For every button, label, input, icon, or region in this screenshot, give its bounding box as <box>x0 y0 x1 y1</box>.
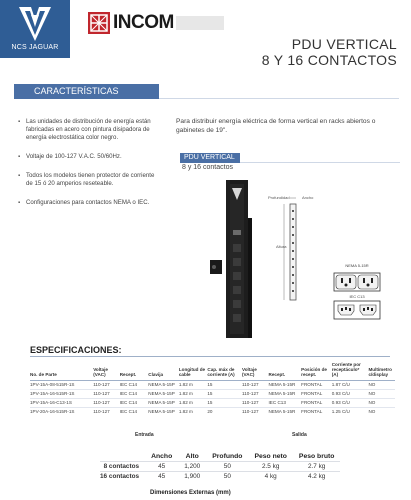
brand-left-name: NCS JAGUAR <box>11 44 59 51</box>
table-row <box>100 472 340 482</box>
cell-cable-length: 1.82 m <box>179 407 208 416</box>
cell-current-per-receptacle: 1.87 C/U <box>332 380 369 389</box>
dims-cell: 2.5 kg <box>248 462 292 472</box>
col-position: Posición de recept. <box>301 362 332 380</box>
dims-col-profundo: Profundo <box>212 453 243 460</box>
cell-current-per-receptacle: 0.93 C/U <box>332 398 369 407</box>
brand-right-name: INCOM <box>113 12 174 33</box>
cell-voltage-out: 110-127 <box>242 389 269 398</box>
cell-cable-length: 1.82 m <box>179 380 208 389</box>
cell-plug: NEMA 5-15P <box>148 389 179 398</box>
features-list <box>18 118 158 218</box>
specs-header-row <box>30 362 395 380</box>
col-current-per-receptacle: Corriente por receptáculo* (A) <box>332 362 369 380</box>
cell-part-number: 1PV-15A-16-C13-1S <box>30 398 93 407</box>
cell-receptacle-out: IEC C13 <box>269 398 302 407</box>
cell-position: FRONTAL <box>301 398 332 407</box>
cell-receptacle-in: IEC C14 <box>120 389 149 398</box>
col-plug: Clavija <box>148 362 179 380</box>
col-part-number: No. de Parte <box>30 362 93 380</box>
cell-current-per-receptacle: 1.25 C/U <box>332 407 369 416</box>
col-multimeter: Multímetro c/display <box>368 362 395 380</box>
dims-col-peso-neto: Peso neto <box>254 453 287 460</box>
pdu-subtitle: 8 y 16 contactos <box>182 164 233 171</box>
cell-multimeter: NO <box>368 380 395 389</box>
cell-receptacle-out: NEMA 5-15R <box>269 389 302 398</box>
jaguar-emblem-icon <box>17 5 53 43</box>
dims-cell: 50 <box>206 462 248 472</box>
ncs-jaguar-logo <box>0 0 70 58</box>
cell-position: FRONTAL <box>301 407 332 416</box>
cell-receptacle-in: IEC C14 <box>120 407 149 416</box>
dims-row-label: 8 contactos <box>100 462 145 472</box>
cell-multimeter: NO <box>368 398 395 407</box>
group-label-entrada: Entrada <box>135 432 154 438</box>
section-divider <box>159 98 399 99</box>
cell-current-per-receptacle: 0.93 C/U <box>332 389 369 398</box>
cell-voltage-out: 110-127 <box>242 407 269 416</box>
cell-plug: NEMA 5-15P <box>148 398 179 407</box>
cell-position: FRONTAL <box>301 389 332 398</box>
dims-cell: 4.2 kg <box>293 472 341 482</box>
col-cable-length: Longitud de cable <box>179 362 208 380</box>
page-title: PDU VERTICAL <box>291 36 397 52</box>
feature-item: ▪ Configuraciones para contactos NEMA o IEC. <box>18 199 158 207</box>
cell-max-current: 20 <box>207 407 242 416</box>
dimensions-table <box>100 453 340 481</box>
cell-receptacle-out: NEMA 5-15R <box>269 407 302 416</box>
col-receptacle-in: Recept. <box>120 362 149 380</box>
table-row <box>30 380 395 389</box>
dims-row-label: 16 contactos <box>100 472 145 482</box>
dims-cell: 4 kg <box>248 472 292 482</box>
specs-table <box>30 362 395 416</box>
dims-col-ancho: Ancho <box>151 453 173 460</box>
cell-voltage-in: 110-127 <box>93 407 120 416</box>
cell-voltage-out: 110-127 <box>242 398 269 407</box>
cell-max-current: 15 <box>207 398 242 407</box>
dimensions-caption: Dimensiones Externas (mm) <box>150 490 231 496</box>
pdu-dimension-drawing <box>268 194 308 302</box>
specs-title: ESPECIFICACIONES: <box>30 345 122 355</box>
cell-receptacle-in: IEC C14 <box>120 398 149 407</box>
col-receptacle-out: Recept. <box>269 362 302 380</box>
intro-text: Para distribuir energía eléctrica de forma vertical en racks abiertos o gabinetes de 19". <box>176 118 376 134</box>
cell-part-number: 1PV-15A-08-515R-1S <box>30 380 93 389</box>
cell-voltage-in: 110-127 <box>93 389 120 398</box>
dims-col-alto: Alto <box>185 453 199 460</box>
table-row <box>30 407 395 416</box>
page-subtitle: 8 Y 16 CONTACTOS <box>261 52 397 68</box>
dims-cell: 45 <box>145 472 178 482</box>
dim-profundidad-label: Profundidad <box>268 195 290 200</box>
cell-max-current: 15 <box>207 389 242 398</box>
cell-multimeter: NO <box>368 389 395 398</box>
cell-cable-length: 1.82 m <box>179 398 208 407</box>
dim-altura-label: Altura <box>276 244 287 249</box>
redacted-block <box>176 16 224 30</box>
receptacle-caption-nema: NEMA 5-15R <box>345 263 369 268</box>
pdu-divider <box>240 162 400 163</box>
pdu-box-header: PDU VERTICAL <box>180 153 240 163</box>
cell-voltage-in: 110-127 <box>93 380 120 389</box>
specs-divider <box>30 356 390 357</box>
group-label-salida: Salida <box>292 432 307 438</box>
table-row <box>30 389 395 398</box>
cell-plug: NEMA 5-15P <box>148 380 179 389</box>
feature-item: ▪ Las unidades de distribución de energía están fabricadas en acero con pintura disipadora de energía electrostática color negro. <box>18 118 158 142</box>
col-voltage-out: Voltaje (VAC) <box>242 362 269 380</box>
receptacle-caption-iec: IEC C13 <box>349 294 365 299</box>
feature-item: ▪ Voltaje de 100-127 V.A.C. 50/60Hz. <box>18 153 158 161</box>
dims-cell: 50 <box>206 472 248 482</box>
pdu-product-image <box>196 178 268 340</box>
section-header: CARACTERÍSTICAS <box>14 84 159 99</box>
cell-receptacle-out: NEMA 5-15R <box>269 380 302 389</box>
dims-col-peso-bruto: Peso bruto <box>298 453 335 460</box>
cell-voltage-in: 110-127 <box>93 398 120 407</box>
incom-logo <box>88 12 224 34</box>
cell-position: FRONTAL <box>301 380 332 389</box>
cell-plug: NEMA 5-15P <box>148 407 179 416</box>
dim-ancho-label: Ancho <box>302 195 314 200</box>
dims-cell: 1,900 <box>178 472 206 482</box>
table-row <box>30 398 395 407</box>
col-voltage-in: Voltaje (VAC) <box>93 362 120 380</box>
cell-part-number: 1PV-15A-16-515R-1S <box>30 389 93 398</box>
cell-cable-length: 1.82 m <box>179 389 208 398</box>
col-max-current: Cap. máx de corriente (A) <box>207 362 242 380</box>
feature-item: ▪ Todos los modelos tienen protector de corriente de 15 ó 20 amperios reseteable. <box>18 172 158 188</box>
receptacle-icons <box>332 271 382 329</box>
dims-header-row <box>100 453 340 462</box>
table-row <box>100 462 340 472</box>
cell-part-number: 1PV-20A-16-515R-1S <box>30 407 93 416</box>
cell-max-current: 15 <box>207 380 242 389</box>
cell-voltage-out: 110-127 <box>242 380 269 389</box>
dims-col-blank <box>100 453 145 462</box>
dims-cell: 2.7 kg <box>293 462 341 472</box>
cell-receptacle-in: IEC C14 <box>120 380 149 389</box>
dims-cell: 45 <box>145 462 178 472</box>
incom-grid-icon <box>88 12 110 34</box>
cell-multimeter: NO <box>368 407 395 416</box>
dims-cell: 1,200 <box>178 462 206 472</box>
